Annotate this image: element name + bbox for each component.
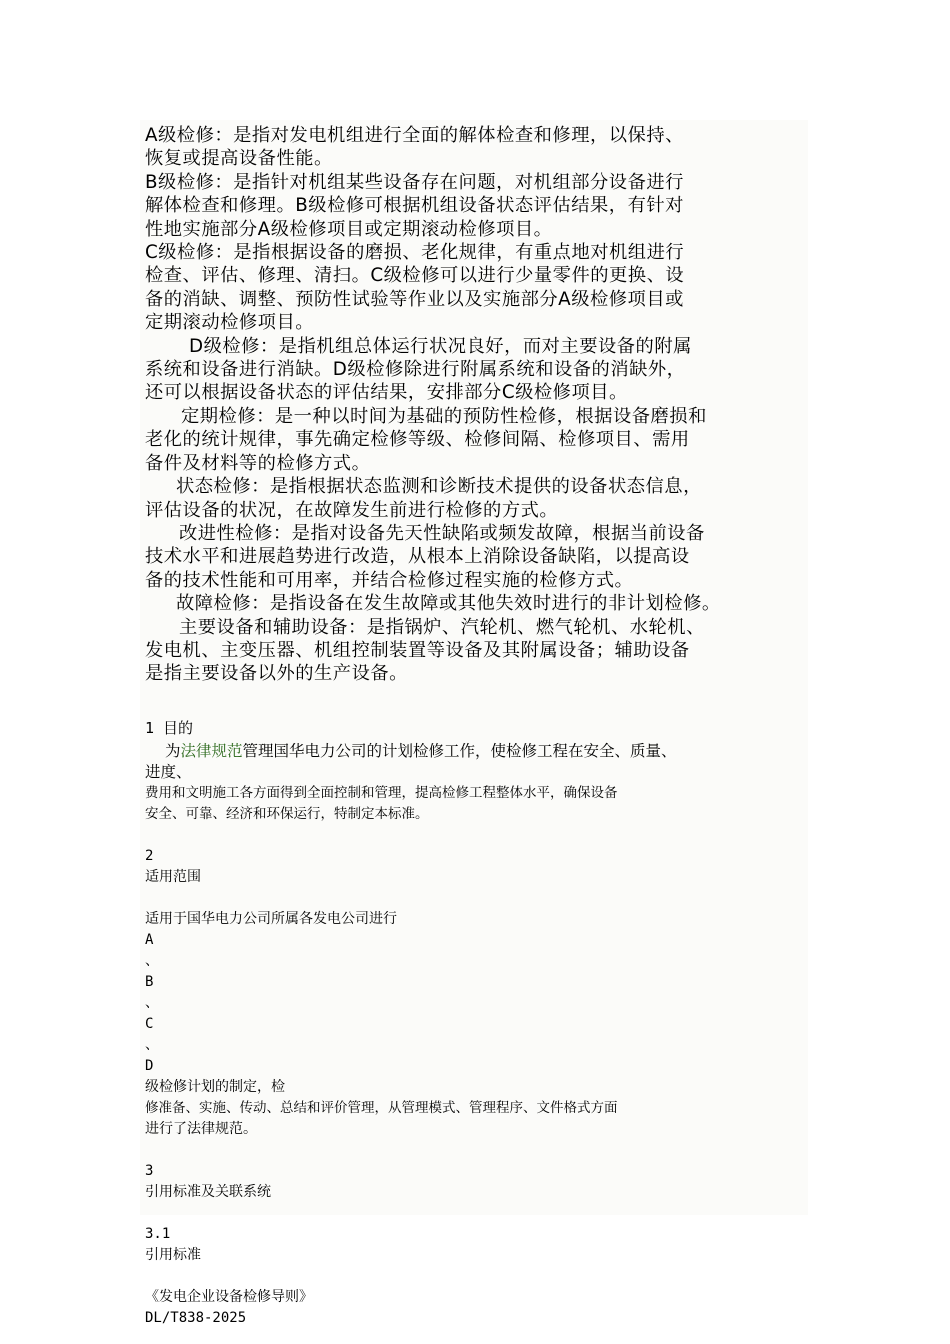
definition-line: 性地实施部分A级检修项目或定期滚动检修项目。 xyxy=(145,218,553,240)
definition-line: 故障检修：是指设备在发生故障或其他失效时进行的非计划检修。 xyxy=(176,593,721,615)
definition-line: 改进性检修：是指对设备先天性缺陷或频发故障，根据当前设备 xyxy=(179,522,705,544)
reference-title: 《发电企业设备检修导则》 xyxy=(145,1289,313,1305)
definition-line: 技术水平和进展趋势进行改造，从根本上消除设备缺陷，以提高设 xyxy=(145,546,690,568)
section-2-line: C xyxy=(145,1016,154,1032)
definition-line: 评估设备的状况，在故障发生前进行检修的方式。 xyxy=(145,499,559,521)
section-2-line: 、 xyxy=(145,1037,159,1053)
section-3-title: 引用标准及关联系统 xyxy=(145,1184,271,1200)
section-2-line: D xyxy=(145,1058,154,1074)
definition-line: 老化的统计规律，事先确定检修等级、检修间隔、检修项目、需用 xyxy=(145,429,690,451)
definition-line: 发电机、主变压器、机组控制装置等设备及其附属设备；辅助设备 xyxy=(145,639,690,661)
reference-code: DL/T838-2025 xyxy=(145,1310,247,1326)
text-span: 为 xyxy=(165,742,181,760)
section-2-line: 级检修计划的制定，检 xyxy=(145,1079,285,1095)
definition-line: 备件及材料等的检修方式。 xyxy=(145,452,371,474)
section-1-line: 进度、 xyxy=(145,763,192,781)
definition-line: D级检修：是指机组总体运行状况良好，而对主要设备的附属 xyxy=(189,335,692,357)
section-2-line: A xyxy=(145,932,154,948)
definition-line: B级检修：是指针对机组某些设备存在问题，对机组部分设备进行 xyxy=(145,171,684,193)
section-2-title: 适用范围 xyxy=(145,869,201,885)
section-3-1-title: 引用标准 xyxy=(145,1247,201,1263)
text-span: 管理国华电力公司的计划检修工作，使检修工程在安全、质量、 xyxy=(242,742,677,760)
definition-line: 系统和设备进行消缺。D级检修除进行附属系统和设备的消缺外， xyxy=(145,359,686,381)
definition-line: 解体检查和修理。B级检修可根据机组设备状态评估结果，有针对 xyxy=(145,195,684,217)
definition-line: 还可以根据设备状态的评估结果，安排部分C级检修项目。 xyxy=(145,382,628,404)
section-1-line: 安全、可靠、经济和环保运行，特制定本标准。 xyxy=(145,806,429,822)
definition-line: A级检修：是指对发电机组进行全面的解体检查和修理，以保持、 xyxy=(145,125,684,146)
section-2-line: B xyxy=(145,974,154,990)
definition-line: 备的技术性能和可用率，并结合检修过程实施的检修方式。 xyxy=(145,569,634,591)
section-1-line xyxy=(145,741,800,762)
definition-line: 备的消缺、调整、预防性试验等作业以及实施部分A级检修项目或 xyxy=(145,288,684,310)
definition-line: 恢复或提高设备性能。 xyxy=(145,148,333,170)
definition-line: 定期滚动检修项目。 xyxy=(145,312,315,334)
definition-line: 检查、评估、修理、清扫。C级检修可以进行少量零件的更换、设 xyxy=(145,265,685,287)
definition-line: 状态检修：是指根据状态监测和诊断技术提供的设备状态信息， xyxy=(176,476,702,498)
section-3-1-number: 3.1 xyxy=(145,1226,171,1242)
definition-line: 定期检修：是一种以时间为基础的预防性检修，根据设备磨损和 xyxy=(181,405,707,427)
definition-line: C级检修：是指根据设备的磨损、老化规律，有重点地对机组进行 xyxy=(145,242,685,264)
section-2-line: 适用于国华电力公司所属各发电公司进行 xyxy=(145,911,397,927)
standard-body xyxy=(145,718,800,1329)
highlighted-term: 法律规范 xyxy=(180,742,243,760)
section-2-line: 、 xyxy=(145,953,159,969)
definition-line: 主要设备和辅助设备：是指锅炉、汽轮机、燃气轮机、水轮机、 xyxy=(179,616,705,638)
section-2-line: 、 xyxy=(145,995,159,1011)
definition-line: 是指主要设备以外的生产设备。 xyxy=(145,663,408,685)
section-2-number: 2 xyxy=(145,848,154,864)
section-1-line: 费用和文明施工各方面得到全面控制和管理，提高检修工程整体水平，确保设备 xyxy=(145,785,618,801)
section-3-number: 3 xyxy=(145,1163,154,1179)
section-2-line: 进行了法律规范。 xyxy=(145,1121,257,1137)
definitions-block xyxy=(145,124,800,686)
section-1-heading: 1 目的 xyxy=(145,719,194,737)
section-2-line: 修准备、实施、传动、总结和评价管理，从管理模式、管理程序、文件格式方面 xyxy=(145,1100,618,1116)
